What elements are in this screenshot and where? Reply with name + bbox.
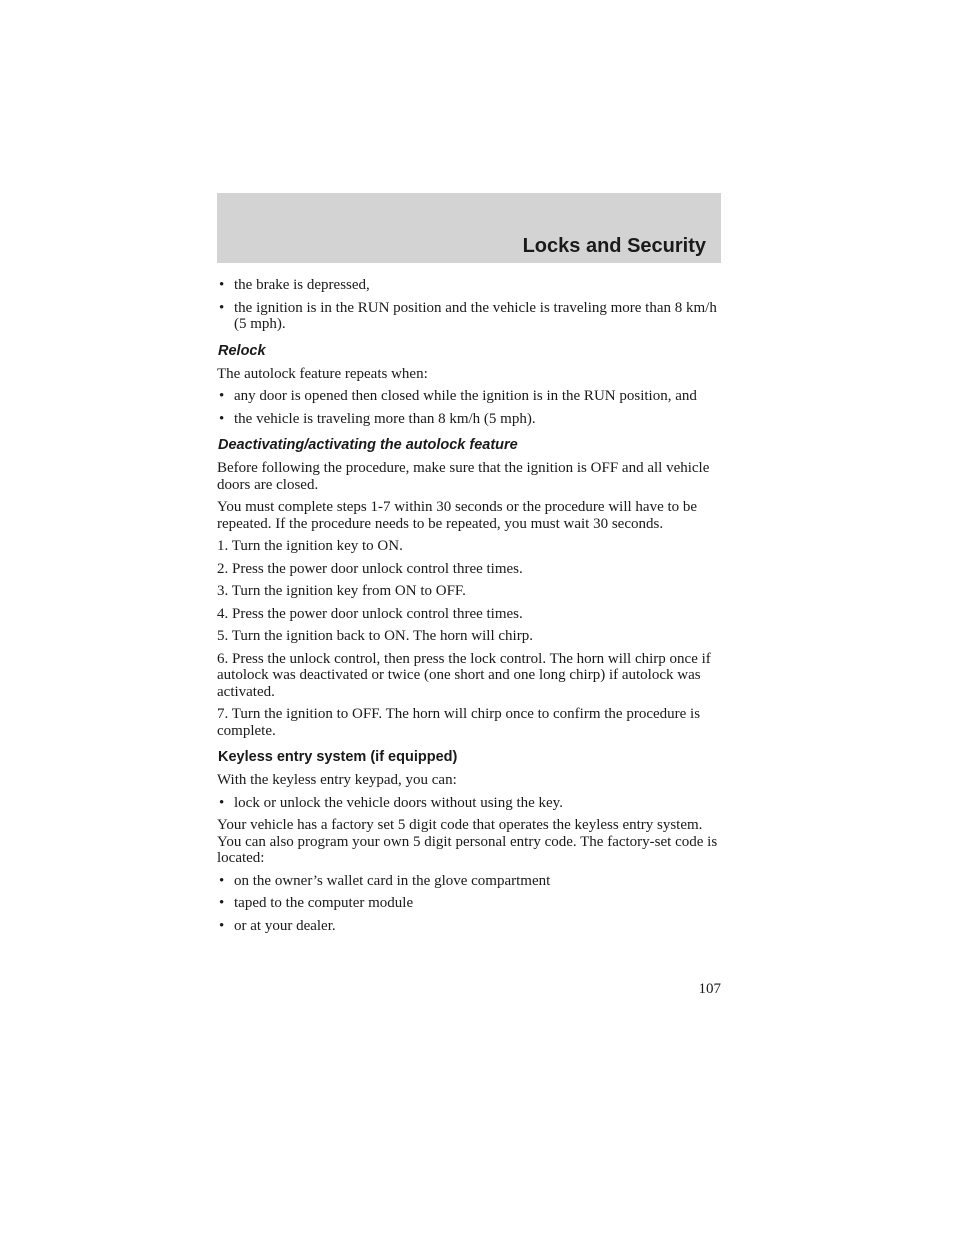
list-item: • or at your dealer.	[217, 918, 721, 935]
list-item: • the brake is depressed,	[217, 277, 721, 294]
relock-heading: Relock	[218, 342, 266, 359]
list-item: • the vehicle is traveling more than 8 km/h (5 mph).	[217, 411, 721, 428]
keyless-bullet-list-2	[217, 873, 721, 935]
keyless-bullet-list-1	[217, 795, 721, 812]
deactivating-para-2: You must complete steps 1-7 within 30 seconds or the procedure will have to be repeated. If the procedure needs to be repeated, you must wait 30 seconds.	[217, 499, 698, 532]
step-7: 7. Turn the ignition to OFF. The horn will chirp once to confirm the procedure is complete.	[217, 706, 701, 739]
list-item: • taped to the computer module	[217, 895, 721, 912]
deactivating-para-1: Before following the procedure, make sure that the ignition is OFF and all vehicle doors are closed.	[217, 460, 710, 493]
step-1: 1. Turn the ignition key to ON.	[217, 538, 403, 554]
step-4: 4. Press the power door unlock control three times.	[217, 605, 523, 622]
header-band	[217, 193, 721, 263]
keyless-intro: With the keyless entry keypad, you can:	[217, 772, 457, 788]
page-number: 107	[698, 981, 721, 997]
deactivating-heading: Deactivating/activating the autolock feature	[218, 437, 518, 453]
list-item: • any door is opened then closed while the ignition is in the RUN position, and	[217, 388, 721, 405]
relock-intro: The autolock feature repeats when:	[217, 365, 428, 382]
step-5: 5. Turn the ignition back to ON. The horn will chirp.	[217, 628, 533, 644]
intro-bullet-list	[217, 277, 721, 333]
relock-bullet-list	[217, 388, 721, 427]
section-title: Locks and Security	[522, 235, 706, 257]
step-3: 3. Turn the ignition key from ON to OFF.	[217, 583, 466, 599]
keyless-para: Your vehicle has a factory set 5 digit code that operates the keyless entry system. You can also program your own 5 digit personal entry code. The factory-set code is located:	[217, 817, 718, 866]
keyless-heading: Keyless entry system (if equipped)	[218, 749, 458, 765]
list-item: • on the owner’s wallet card in the glove compartment	[217, 873, 721, 890]
list-item: • lock or unlock the vehicle doors without using the key.	[217, 795, 721, 812]
list-item: • the ignition is in the RUN position and the vehicle is traveling more than 8 km/h (5 mph).	[217, 300, 721, 333]
step-6: 6. Press the unlock control, then press the lock control. The horn will chirp once if autolock was deactivated or twice (one short and one long chirp) if autolock was activated.	[217, 650, 711, 700]
step-2: 2. Press the power door unlock control three times.	[217, 560, 523, 577]
page-content	[217, 277, 721, 940]
